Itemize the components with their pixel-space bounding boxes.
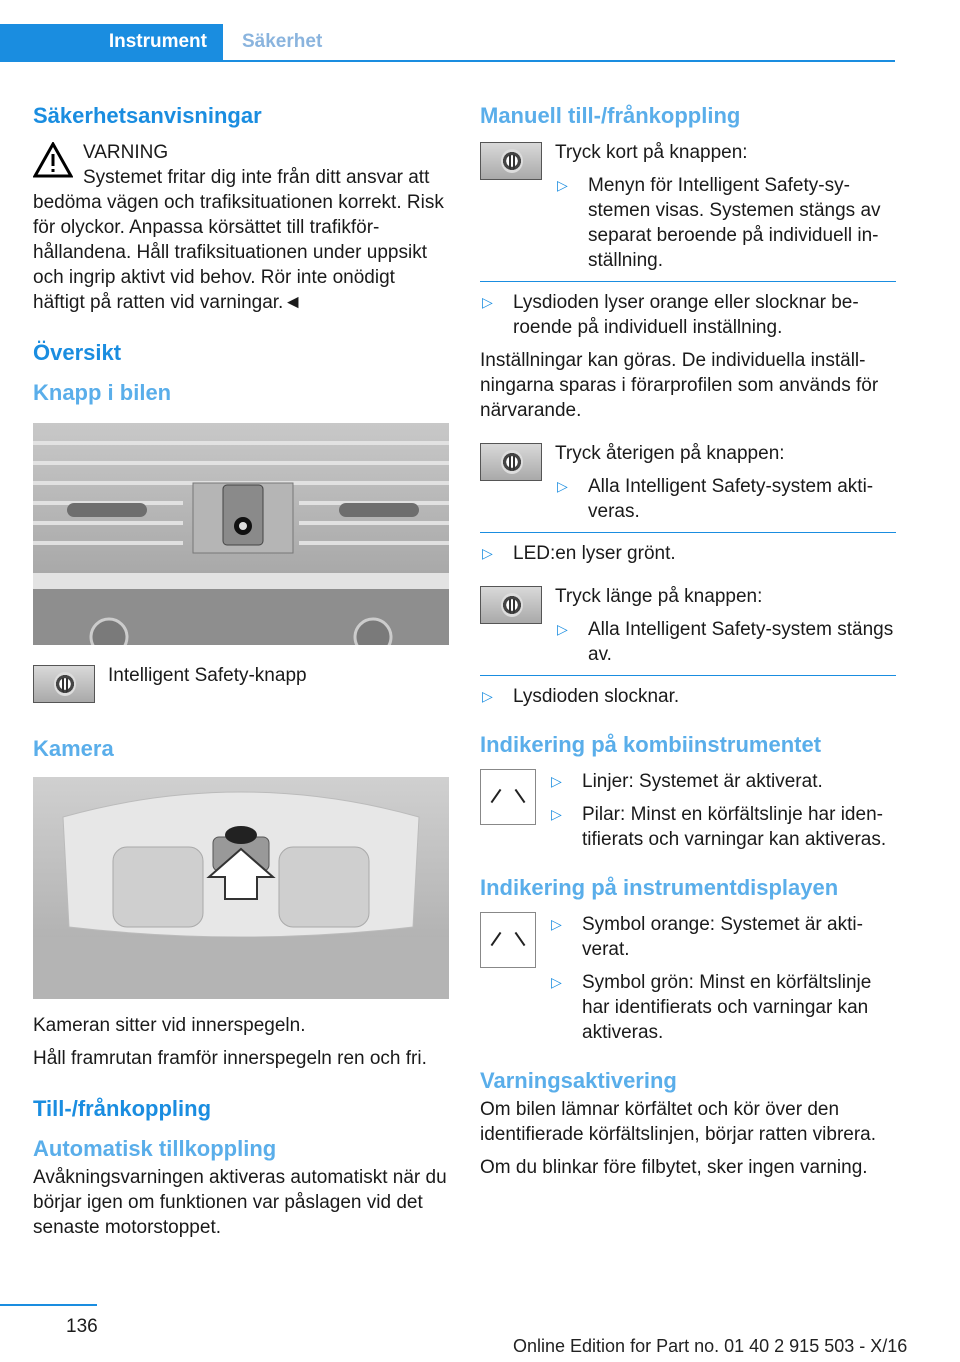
edition-text: Online Edition for Part no. 01 40 2 915 503 - X/16: [513, 1336, 908, 1356]
lane-lines-icon: [480, 769, 536, 825]
step2-bullet: ▷ Alla Intelligent Safety-system aktiveras.: [555, 474, 896, 524]
footer-divider: [0, 1304, 97, 1306]
auto-heading: Automatisk tillkoppling: [33, 1136, 277, 1161]
button-heading: Knapp i bilen: [33, 380, 172, 405]
step1-bullet: ▷ Menyn för Intelligent Safety-systemen visas. Systemen stängs av separat beroende på individuell inställning.: [555, 173, 896, 273]
tab-sakerhet[interactable]: Säkerhet: [242, 31, 323, 52]
step3-row: [480, 584, 896, 675]
safety-heading: Säkerhetsanvisningar: [33, 103, 262, 128]
warn-activation-heading: Varningsaktivering: [480, 1068, 677, 1093]
warning-triangle-icon: [33, 142, 73, 178]
button-caption: Intelligent Safety-knapp: [108, 665, 307, 686]
page-number: 136: [66, 1316, 98, 1337]
camera-text-2: Håll framrutan framför innerspegeln ren och fri.: [33, 1048, 427, 1069]
camera-illustration: [33, 777, 449, 999]
camera-text-1: Kameran sitter vid innerspegeln.: [33, 1015, 306, 1036]
step2-text: Tryck återigen på knappen:: [555, 443, 785, 464]
step3-bullet: ▷ Alla Intelligent Safety-system stängs av.: [555, 617, 896, 667]
kombi-bullet-2: ▷ Pilar: Minst en körfältslinje har identifierats och varningar kan aktiveras.: [549, 802, 896, 852]
step1-text: Tryck kort på knappen:: [555, 142, 748, 163]
display-row: [480, 912, 896, 1053]
button-icon-again: [480, 443, 542, 481]
step3-led: ▷ Lysdioden slocknar.: [480, 684, 896, 709]
step2-row: [480, 441, 896, 532]
overview-heading: Översikt: [33, 340, 122, 365]
auto-text: Avåkningsvarningen aktiveras automatiskt när du börjar igen om funktionen var påslagen vid det senaste motorstoppet.: [33, 1167, 447, 1238]
left-column: [33, 100, 449, 1248]
dashboard-vent-image: [33, 423, 449, 645]
step2-led: ▷ LED:en lyser grönt.: [480, 541, 896, 566]
divider: [480, 281, 896, 282]
button-icon-long: [480, 586, 542, 624]
step3-text: Tryck länge på knappen:: [555, 586, 763, 607]
header-tabs: [0, 24, 895, 62]
tab-instrument[interactable]: Instrument: [0, 24, 223, 60]
dashboard-vent-illustration: [33, 423, 449, 645]
button-caption-row: [33, 663, 449, 703]
settings-text: Inställningar kan göras. De individuella inställningarna sparas i förarprofilen som används för närvarande.: [480, 350, 879, 421]
divider: [480, 532, 896, 533]
warning-label: VARNING: [83, 142, 169, 163]
camera-image: [33, 777, 449, 999]
display-bullet-1: ▷ Symbol orange: Systemet är aktiverat.: [549, 912, 896, 962]
kombi-row: [480, 769, 896, 860]
intelligent-safety-button-icon: [33, 665, 95, 703]
kombi-heading: Indikering på kombiinstrumentet: [480, 732, 822, 757]
display-bullet-2: ▷ Symbol grön: Minst en körfältslinje har identifierats och varningar kan aktiveras.: [549, 970, 896, 1045]
right-column: [480, 100, 896, 1188]
warn-activation-text: Om bilen lämnar körfältet och kör över den identifierade körfältslinjen, börjar ratten vibrera.: [480, 1099, 877, 1145]
switch-heading: Till-/frånkoppling: [33, 1096, 212, 1121]
warning-block: [33, 140, 449, 315]
step1-row: [480, 140, 896, 281]
manual-heading: Manuell till-/frånkoppling: [480, 103, 741, 128]
divider: [480, 675, 896, 676]
camera-heading: Kamera: [33, 736, 114, 761]
display-heading: Indikering på instrumentdisplayen: [480, 875, 839, 900]
blink-text: Om du blinkar före filbytet, sker ingen varning.: [480, 1157, 868, 1178]
lane-arrows-icon: [480, 912, 536, 968]
button-icon-short: [480, 142, 542, 180]
warning-text: Systemet fritar dig inte från ditt ansvar att bedöma vägen och trafiksituationen korrekt. Risk för olyckor. Anpassa körsättet till trafikförhållandena. Håll trafiksituationen under uppsikt och ingrip aktivt vid behov. Rör inte onödigt häftigt på ratten vid varningar.◄: [33, 167, 444, 313]
step1-led: ▷ Lysdioden lyser orange eller slocknar beroende på individuell inställning.: [480, 290, 896, 340]
kombi-bullet-1: ▷ Linjer: Systemet är aktiverat.: [549, 769, 896, 794]
header-divider: [0, 60, 895, 62]
